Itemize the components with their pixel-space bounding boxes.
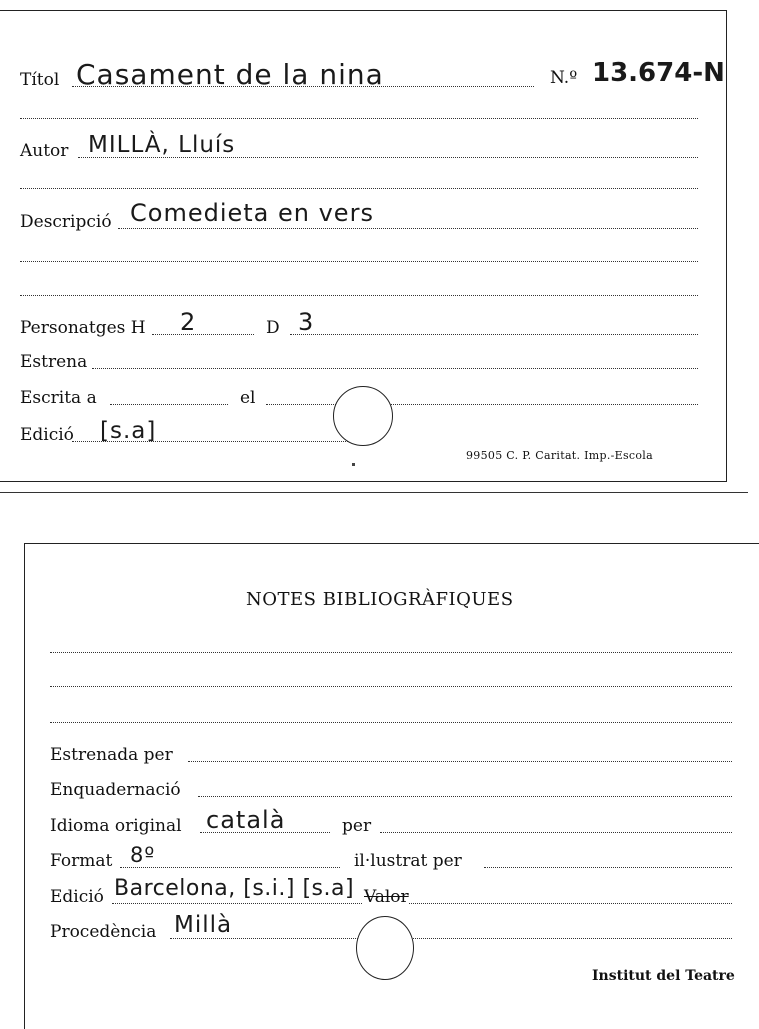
blank-line xyxy=(50,722,732,723)
titol-value: Casament de la nina xyxy=(76,58,384,91)
illustrat-label: il·lustrat per xyxy=(354,851,462,871)
punch-hole xyxy=(356,916,414,980)
descripcio-value: Comedieta en vers xyxy=(130,199,374,227)
format-label: Format xyxy=(50,851,113,871)
format-value: 8º xyxy=(130,843,156,867)
per-line xyxy=(380,832,732,833)
procedencia-line xyxy=(170,938,732,939)
autor-value: MILLÀ, Lluís xyxy=(88,132,236,158)
h-value: 2 xyxy=(180,308,197,336)
d-label: D xyxy=(266,318,280,338)
edicio2-line xyxy=(112,903,732,904)
procedencia-label: Procedència xyxy=(50,922,157,942)
estrena-label: Estrena xyxy=(20,352,88,372)
blank-line xyxy=(50,686,732,687)
blank-line xyxy=(20,295,698,296)
d-value: 3 xyxy=(298,308,315,336)
estrenada-label: Estrenada per xyxy=(50,745,173,765)
speck xyxy=(352,463,355,466)
blank-line xyxy=(20,118,698,119)
printer-imprint: 99505 C. P. Caritat. Imp.-Escola xyxy=(466,449,653,462)
edicio2-label: Edició xyxy=(50,887,104,907)
blank-line xyxy=(50,652,732,653)
d-line xyxy=(290,334,698,335)
h-line xyxy=(152,334,254,335)
el-label: el xyxy=(240,388,256,408)
idioma-label: Idioma original xyxy=(50,816,182,836)
titol-label: Títol xyxy=(20,70,60,90)
el-line xyxy=(266,404,698,405)
idioma-value: català xyxy=(206,806,286,834)
escrita-label: Escrita a xyxy=(20,388,97,408)
valor-label: Valor xyxy=(364,887,409,907)
blank-line xyxy=(20,261,698,262)
estrena-line xyxy=(92,368,698,369)
descripcio-label: Descripció xyxy=(20,212,112,232)
personatges-label: Personatges H xyxy=(20,318,146,338)
institution-name: Institut del Teatre xyxy=(592,968,735,984)
illustrat-line xyxy=(484,867,732,868)
escrita-line xyxy=(110,404,228,405)
descripcio-line xyxy=(118,228,698,229)
divider-line xyxy=(0,492,748,493)
autor-label: Autor xyxy=(20,141,69,161)
edicio2-value: Barcelona, [s.i.] [s.a] xyxy=(114,876,355,901)
number-label: N.º xyxy=(550,68,578,88)
per-label: per xyxy=(342,816,372,836)
punch-hole xyxy=(333,386,393,446)
blank-line xyxy=(20,188,698,189)
number-value: 13.674-N xyxy=(592,58,725,88)
edicio-value: [s.a] xyxy=(100,418,157,444)
format-line xyxy=(120,867,340,868)
enquadernacio-line xyxy=(198,796,732,797)
procedencia-value: Millà xyxy=(174,912,233,938)
estrenada-line xyxy=(188,761,732,762)
notes-heading: NOTES BIBLIOGRÀFIQUES xyxy=(246,589,514,610)
enquadernacio-label: Enquadernació xyxy=(50,780,181,800)
edicio-label: Edició xyxy=(20,425,74,445)
